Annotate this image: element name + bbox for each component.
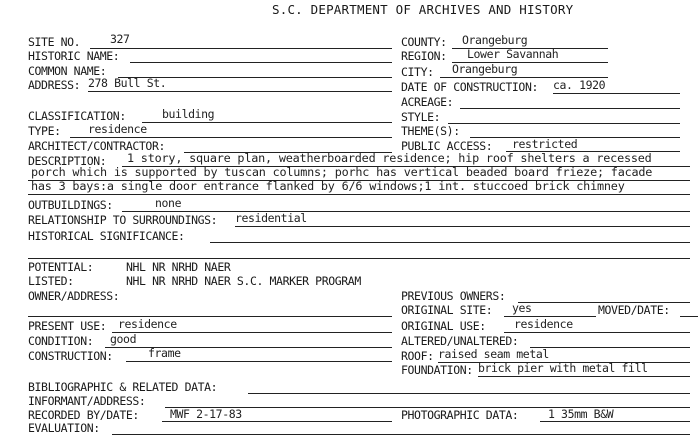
listed-label: LISTED: xyxy=(28,274,74,288)
moved-date-line xyxy=(680,316,698,317)
previous-owners-label: PREVIOUS OWNERS: xyxy=(401,289,506,303)
date-construction-value: ca. 1920 xyxy=(553,78,606,92)
style-label: STYLE: xyxy=(401,110,441,124)
original-site-label: ORIGINAL SITE: xyxy=(401,303,493,317)
condition-value: good xyxy=(110,332,137,346)
architect-label: ARCHITECT/CONTRACTOR: xyxy=(28,139,165,153)
construction-value: frame xyxy=(148,346,181,360)
evaluation-line xyxy=(112,434,690,435)
recorded-by-line xyxy=(162,421,392,422)
roof-label: ROOF: xyxy=(401,349,434,363)
style-line xyxy=(448,123,680,124)
classification-value: building xyxy=(162,107,215,121)
recorded-by-label: RECORDED BY/DATE: xyxy=(28,408,139,422)
present-use-line xyxy=(112,332,392,333)
relationship-value: residential xyxy=(235,211,307,225)
owner-address-line xyxy=(28,316,392,317)
common-name-label: COMMON NAME: xyxy=(28,64,107,78)
classification-label: CLASSIFICATION: xyxy=(28,109,126,123)
region-label: REGION: xyxy=(401,49,447,63)
original-use-line xyxy=(504,332,690,333)
type-label: TYPE: xyxy=(28,124,61,138)
description-line-2: porch which is supported by tuscan columns; porhc has vertical beaded board frieze; facade xyxy=(31,165,653,179)
condition-label: CONDITION: xyxy=(28,334,94,348)
description-underline-3 xyxy=(28,194,690,195)
address-value: 278 Bull St. xyxy=(88,76,167,90)
public-access-label: PUBLIC ACCESS: xyxy=(401,139,493,153)
relationship-label: RELATIONSHIP TO SURROUNDINGS: xyxy=(28,213,218,227)
construction-line xyxy=(126,361,392,362)
listed-options: NHL NR NRHD NAER S.C. MARKER PROGRAM xyxy=(126,274,361,288)
construction-label: CONSTRUCTION: xyxy=(28,349,113,363)
acreage-line xyxy=(460,108,680,109)
city-value: Orangeburg xyxy=(452,62,518,76)
outbuildings-value: none xyxy=(155,196,182,210)
historical-significance-label: HISTORICAL SIGNIFICANCE: xyxy=(28,229,185,243)
date-construction-label: DATE OF CONSTRUCTION: xyxy=(401,80,538,94)
bibliographic-label: BIBLIOGRAPHIC & RELATED DATA: xyxy=(28,380,218,394)
region-value: Lower Savannah xyxy=(467,47,559,61)
evaluation-label: EVALUATION: xyxy=(28,421,100,435)
description-label: DESCRIPTION: xyxy=(28,154,107,168)
city-label: CITY: xyxy=(401,65,434,79)
present-use-label: PRESENT USE: xyxy=(28,319,107,333)
site-no-line xyxy=(90,48,392,49)
historic-name-line xyxy=(130,62,392,63)
description-line-3: has 3 bays:a single door entrance flanked by 6/6 windows;1 int. stuccoed brick chimney xyxy=(31,179,625,193)
potential-label: POTENTIAL: xyxy=(28,260,94,274)
roof-value: raised seam metal xyxy=(438,347,549,361)
type-value: residence xyxy=(88,122,147,136)
present-use-value: residence xyxy=(118,317,177,331)
address-label: ADDRESS: xyxy=(28,78,81,92)
photographic-data-label: PHOTOGRAPHIC DATA: xyxy=(401,408,519,422)
form-header: S.C. DEPARTMENT OF ARCHIVES AND HISTORY xyxy=(272,2,574,17)
recorded-by-value: MWF 2-17-83 xyxy=(170,407,242,421)
section-divider xyxy=(28,258,690,259)
historical-significance-line xyxy=(210,242,690,243)
photographic-data-line xyxy=(540,421,690,422)
site-no-label: SITE NO. xyxy=(28,35,81,49)
foundation-label: FOUNDATION: xyxy=(401,363,473,377)
altered-unaltered-label: ALTERED/UNALTERED: xyxy=(401,334,519,348)
owner-address-label: OWNER/ADDRESS: xyxy=(28,289,120,303)
outbuildings-label: OUTBUILDINGS: xyxy=(28,198,113,212)
foundation-value: brick pier with metal fill xyxy=(478,361,648,375)
date-construction-line xyxy=(553,93,680,94)
foundation-line xyxy=(478,376,690,377)
address-line xyxy=(88,91,392,92)
relationship-line xyxy=(235,226,690,227)
public-access-value: restricted xyxy=(512,137,578,151)
potential-options: NHL NR NRHD NAER xyxy=(126,260,231,274)
type-line xyxy=(70,137,392,138)
original-use-label: ORIGINAL USE: xyxy=(401,319,486,333)
bibliographic-line xyxy=(248,393,690,394)
site-no-value: 327 xyxy=(110,32,130,46)
description-line-1: 1 story, square plan, weatherboarded residence; hip roof shelters a recessed xyxy=(127,151,652,165)
original-use-value: residence xyxy=(514,317,573,331)
acreage-label: ACREAGE: xyxy=(401,95,454,109)
county-value: Orangeburg xyxy=(462,33,528,47)
county-label: COUNTY: xyxy=(401,35,447,49)
informant-label: INFORMANT/ADDRESS: xyxy=(28,394,146,408)
altered-unaltered-line xyxy=(530,347,690,348)
photographic-data-value: 1 35mm B&W xyxy=(548,407,614,421)
moved-date-label: MOVED/DATE: xyxy=(598,303,670,317)
outbuildings-line xyxy=(122,211,690,212)
original-site-value: yes xyxy=(512,301,532,315)
classification-line xyxy=(142,122,392,123)
historic-name-label: HISTORIC NAME: xyxy=(28,49,120,63)
themes-label: THEME(S): xyxy=(401,124,460,138)
